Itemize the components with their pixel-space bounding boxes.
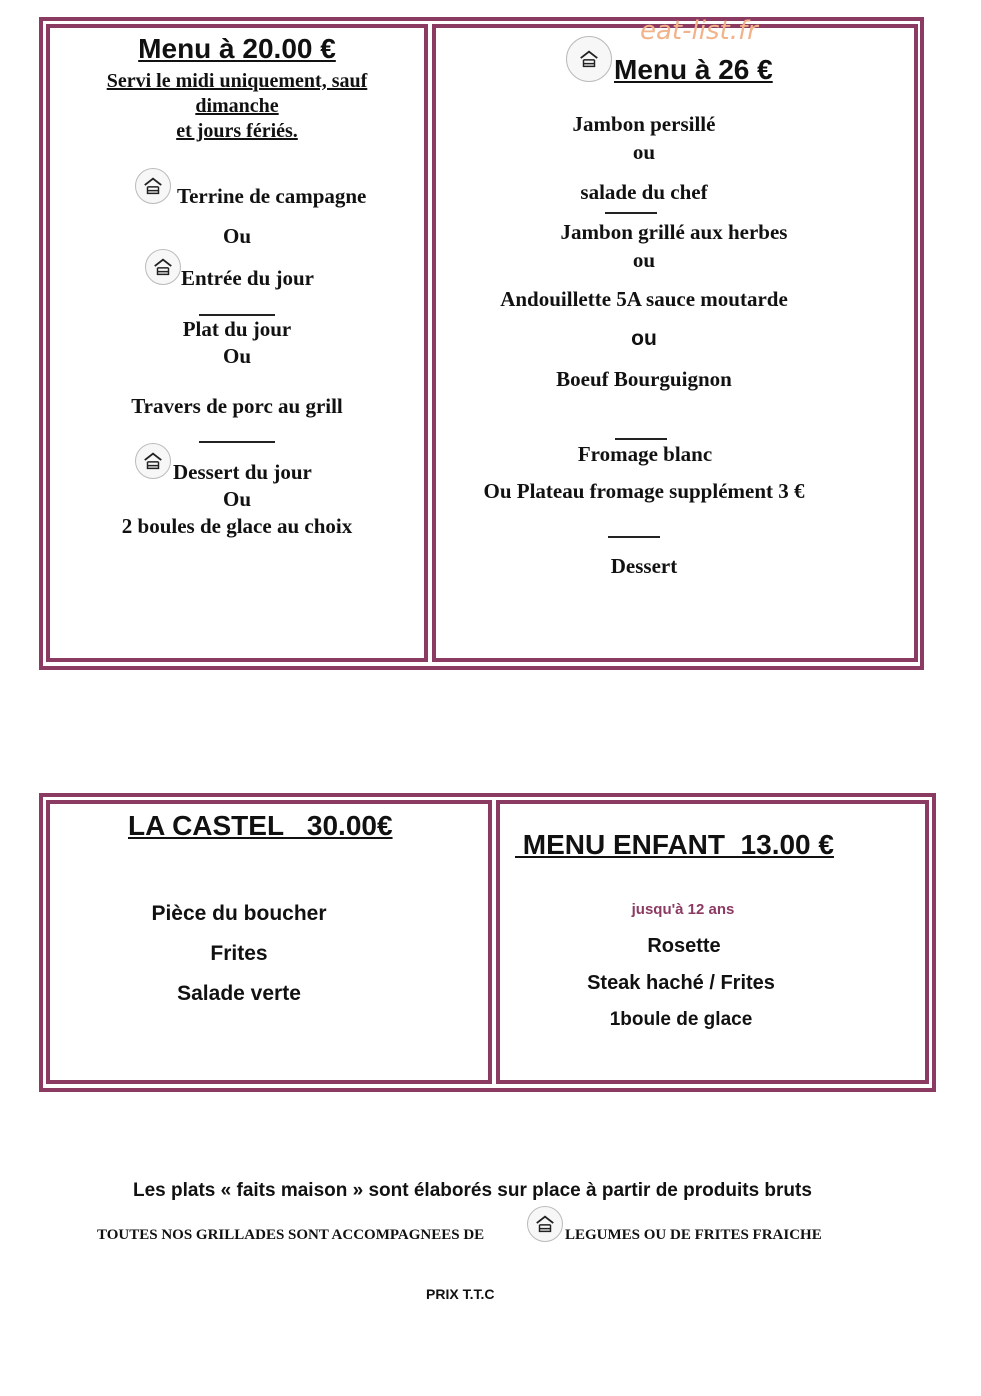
- menu20-subtitle-line1: Servi le midi uniquement, sauf: [106, 70, 368, 92]
- fait-maison-icon: [527, 1206, 563, 1242]
- separator: [199, 441, 275, 443]
- menu26-main3: Boeuf Bourguignon: [556, 367, 732, 391]
- fait-maison-icon: [566, 36, 612, 82]
- menu26-cheese2: Ou Plateau fromage supplément 3 €: [483, 479, 805, 503]
- footer-grill-note-start: TOUTES NOS GRILLADES SONT ACCOMPAGNEES DE: [97, 1227, 485, 1243]
- menu20-main1: Plat du jour: [182, 317, 292, 341]
- separator: [605, 212, 657, 214]
- menu20-starter2: Entrée du jour: [181, 266, 314, 290]
- castel-item1: Pièce du boucher: [151, 902, 327, 925]
- footer-homemade-note: Les plats « faits maison » sont élaborés sur place à partir de produits bruts: [133, 1180, 812, 1201]
- menu26-or3: ou: [631, 327, 657, 350]
- menu20-starter1: Terrine de campagne: [177, 184, 367, 208]
- watermark: eat-list.fr: [640, 16, 758, 46]
- separator: [199, 314, 275, 316]
- menu26-title: Menu à 26 €: [614, 54, 773, 85]
- menu26-starter1: Jambon persillé: [572, 112, 716, 136]
- menu26-dessert: Dessert: [610, 554, 678, 578]
- menu26-main1: Jambon grillé aux herbes: [560, 220, 788, 244]
- menu20-subtitle-line3: et jours fériés.: [176, 120, 298, 142]
- separator: [608, 536, 660, 538]
- menu20-dessert1: Dessert du jour: [173, 460, 312, 484]
- menu20-subtitle-line2: dimanche: [195, 95, 279, 117]
- fait-maison-icon: [135, 168, 171, 204]
- separator: [615, 438, 667, 440]
- footer-price-note: PRIX T.T.C: [426, 1286, 495, 1302]
- castel-title: LA CASTEL 30.00€: [128, 810, 393, 841]
- fait-maison-icon: [135, 443, 171, 479]
- enfant-item3: 1boule de glace: [609, 1009, 753, 1030]
- menu26-or1: ou: [632, 140, 656, 164]
- menu26-or2: ou: [632, 248, 656, 272]
- enfant-item2: Steak haché / Frites: [587, 972, 775, 994]
- menu26-cheese1: Fromage blanc: [577, 442, 713, 466]
- menu26-main2: Andouillette 5A sauce moutarde: [500, 287, 788, 311]
- menu20-or1: Ou: [222, 224, 251, 248]
- footer-grill-note-end: LEGUMES OU DE FRITES FRAICHE: [565, 1227, 822, 1243]
- enfant-item1: Rosette: [647, 935, 721, 957]
- enfant-age: jusqu'à 12 ans: [631, 901, 735, 918]
- menu20-title: Menu à 20.00 €: [138, 33, 336, 64]
- castel-item3: Salade verte: [177, 982, 301, 1005]
- menu20-dessert2: 2 boules de glace au choix: [121, 514, 353, 538]
- menu26-starter2: salade du chef: [580, 180, 708, 204]
- fait-maison-icon: [145, 249, 181, 285]
- menu20-main2: Travers de porc au grill: [131, 394, 343, 418]
- castel-item2: Frites: [210, 942, 268, 965]
- enfant-title: MENU ENFANT 13.00 €: [515, 829, 834, 860]
- menu20-or3: Ou: [222, 487, 251, 511]
- menu20-or2: Ou: [222, 344, 251, 368]
